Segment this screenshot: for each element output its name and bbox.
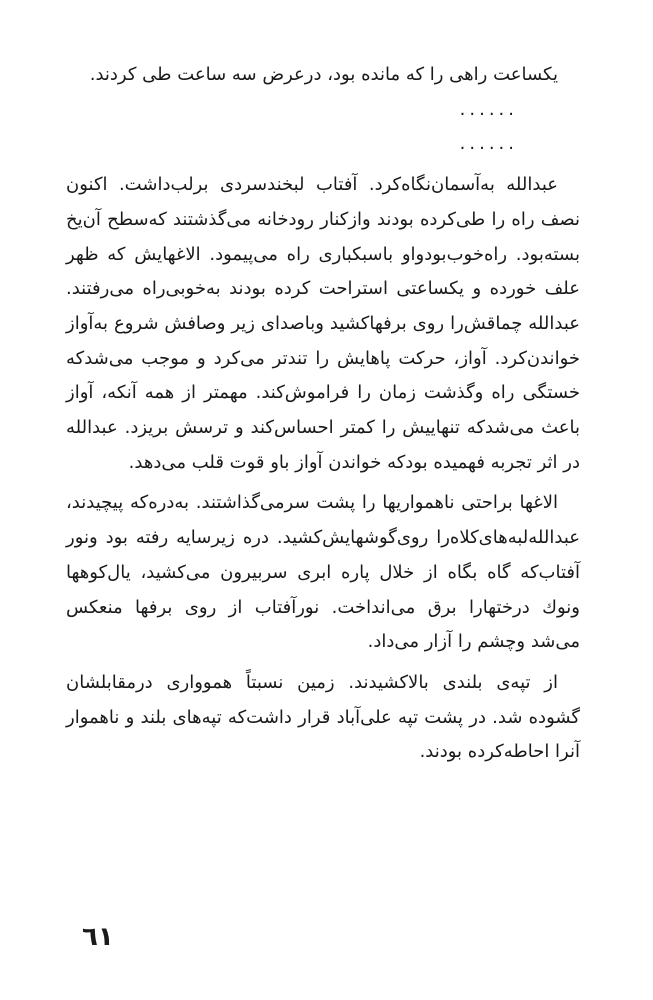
section-separator-2: ...... bbox=[459, 133, 518, 155]
paragraph-2: الاغها براحتی ناهمواریها را پشت سرمی‌گذاشتند. به‌دره‌که پیچیدند، عبدالله‌لبه‌های‌کلاه‌را روی‌گوشهایش‌کشید. دره زیرسایه رفته بود ونور آفتاب‌که گاه بگاه از خلال پاره ابری سربیرون می‌کشید، یال‌کوهها ونوك درختهارا برق می‌انداخت. نورآفتاب از روی برفها منعکس می‌شد وچشم را آزار می‌داد. bbox=[66, 492, 580, 653]
page-number: ٦١ bbox=[82, 922, 114, 952]
page-body bbox=[66, 58, 580, 770]
paragraph-opening: یکساعت راهی را که مانده بود، درعرض سه ساعت طی کردند. bbox=[89, 64, 558, 85]
paragraph-1: عبدالله به‌آسمان‌نگاه‌کرد. آفتاب لبخندسردی برلب‌داشت. اکنون نصف راه را طی‌کرده بودند وازکنار رودخانه می‌گذشتند که‌سطح آن‌یخ بسته‌بود. راه‌خوب‌بودواو باسبکباری راه می‌پیمود. الاغهایش که ظهر علف خورده و یکساعتی استراحت کرده بودند به‌خوبی‌راه می‌رفتند. عبدالله چماقش‌را روی برفهاکشید وباصدای زیر وصافش شروع به‌آواز خواندن‌کرد. آواز، حرکت پاهایش را تندتر می‌کرد و موجب می‌شدکه خستگی راه وگذشت زمان را فراموش‌کند. مهمتر از همه آنکه، آواز باعث می‌شدکه تنهاییش را کمتر احساس‌کند و ترسش بریزد. عبدالله در اثر تجربه فهمیده بودکه خواندن آواز باو قوت قلب می‌دهد. bbox=[66, 174, 580, 473]
paragraph-3: از تپه‌ی بلندی بالاکشیدند. زمین نسبتاً هموواری درمقابلشان گشوده شد. در پشت تپه علی‌آباد قرار داشت‌که تپه‌های بلند و ناهموار آنرا احاطه‌کرده بودند. bbox=[66, 671, 580, 763]
section-separator-1: ...... bbox=[459, 98, 518, 120]
